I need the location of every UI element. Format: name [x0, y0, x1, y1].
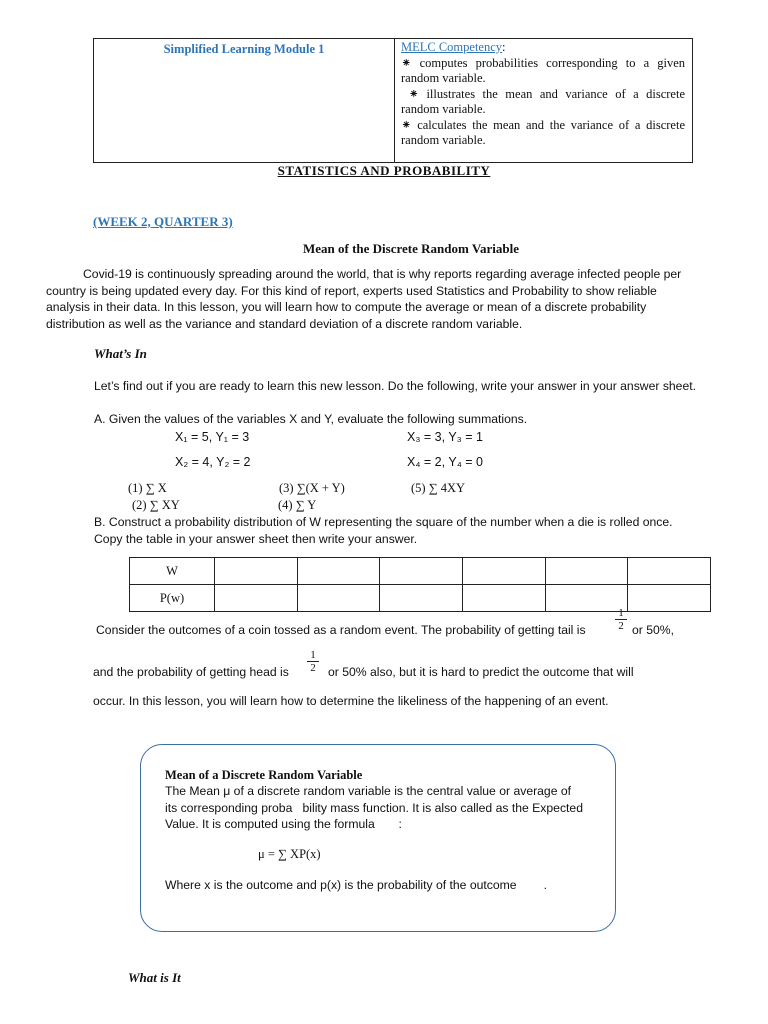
definition-where: Where x is the outcome and p(x) is the probability of the outcome . [165, 877, 548, 892]
table-cell [628, 558, 711, 585]
week-label: (WEEK 2, QUARTER 3) [93, 214, 233, 229]
whats-in-instruction: Let’s find out if you are ready to learn this new lesson. Do the following, write your answer in your answer sheet. [94, 379, 697, 393]
definition-content [165, 768, 595, 892]
coin-text-line2: and the probability of getting head is [93, 665, 289, 679]
summation-item: (3) ∑(X + Y) [279, 481, 345, 495]
fraction-one-half [615, 607, 627, 632]
table-cell [297, 558, 380, 585]
part-a-instruction: A. Given the values of the variables X and Y, evaluate the following summations. [94, 412, 528, 426]
module-header-table [93, 38, 693, 163]
competency-item [401, 118, 685, 149]
table-cell [297, 585, 380, 612]
module-title-cell [94, 39, 395, 163]
melc-colon: : [502, 40, 506, 54]
table-cell [462, 558, 545, 585]
table-label-pw: P(w) [130, 585, 215, 612]
fraction-denominator: 2 [307, 661, 319, 674]
coin-text-line1-end: or 50%, [632, 623, 675, 637]
probability-distribution-table [129, 557, 711, 612]
bullet-icon: ⁕ [408, 86, 419, 101]
competency-text: computes probabilities corresponding to a given random variable. [401, 55, 685, 85]
melc-cell [395, 39, 693, 163]
table-cell [380, 585, 463, 612]
intro-paragraph [46, 266, 694, 332]
summation-item: (2) ∑ XY [132, 498, 180, 512]
fraction-numerator: 1 [310, 649, 316, 661]
fraction-denominator: 2 [615, 619, 627, 632]
table-cell [462, 585, 545, 612]
table-cell [215, 585, 298, 612]
part-b-instruction: B. Construct a probability distribution of W representing the square of the number when a die is rolled once. Copy the table in your answer sheet then write your answer. [94, 515, 673, 546]
summation-item: (1) ∑ X [128, 481, 167, 495]
variable-values: X₂ = 4, Y₂ = 2 [175, 455, 251, 469]
coin-text-line3: occur. In this lesson, you will learn how to determine the likeliness of the happening of an event. [93, 694, 609, 708]
table-label-w: W [130, 558, 215, 585]
competency-text: illustrates the mean and variance of a discrete random variable. [401, 86, 685, 116]
table-cell [215, 558, 298, 585]
competency-item [401, 56, 685, 87]
module-title: Simplified Learning Module 1 [163, 42, 325, 56]
lesson-title: Mean of the Discrete Random Variable [302, 241, 520, 256]
coin-text-line1: Consider the outcomes of a coin tossed as a random event. The probability of getting tail is [96, 623, 586, 637]
summation-item: (5) ∑ 4XY [411, 481, 466, 495]
bullet-icon: ⁕ [401, 117, 412, 132]
bullet-icon: ⁕ [401, 55, 412, 70]
fraction-numerator: 1 [618, 607, 624, 619]
summation-item: (4) ∑ Y [278, 498, 317, 512]
competency-item [401, 87, 685, 118]
fraction-one-half [307, 649, 319, 674]
intro-text: Covid-19 is continuously spreading around the world, that is why reports regarding average infected people per country is being updated every day. For this kind of report, experts used Statistics and Probability to show reliable analysis in their data. In this lesson, you will learn how to compute the average or mean of a discrete probability distribution as well as the variance and standard deviation of a discrete random variable. [46, 267, 682, 331]
competency-text: calculates the mean and the variance of a discrete random variable. [401, 117, 686, 147]
definition-body: The Mean μ of a discrete random variable is the central value or average of its corresponding proba bility mass function. It is also called as the Expected Value. It is computed using the formula : [165, 784, 587, 831]
table-cell [545, 558, 628, 585]
variable-values: X₄ = 2, Y₄ = 0 [407, 455, 483, 469]
melc-title: MELC Competency [401, 40, 503, 54]
what-is-it-heading: What is It [128, 970, 181, 985]
whats-in-heading: What’s In [94, 346, 147, 361]
coin-text-line2-end: or 50% also, but it is hard to predict the outcome that will [328, 665, 634, 679]
mean-formula: μ = ∑ XP(x) [258, 846, 321, 861]
table-cell [628, 585, 711, 612]
subject-title: STATISTICS AND PROBABILITY [277, 163, 491, 178]
variable-values: X₃ = 3, Y₃ = 1 [407, 430, 483, 444]
variable-values: X₁ = 5, Y₁ = 3 [175, 430, 250, 444]
definition-title: Mean of a Discrete Random Variable [165, 768, 363, 782]
table-cell [380, 558, 463, 585]
table-row [130, 558, 711, 585]
